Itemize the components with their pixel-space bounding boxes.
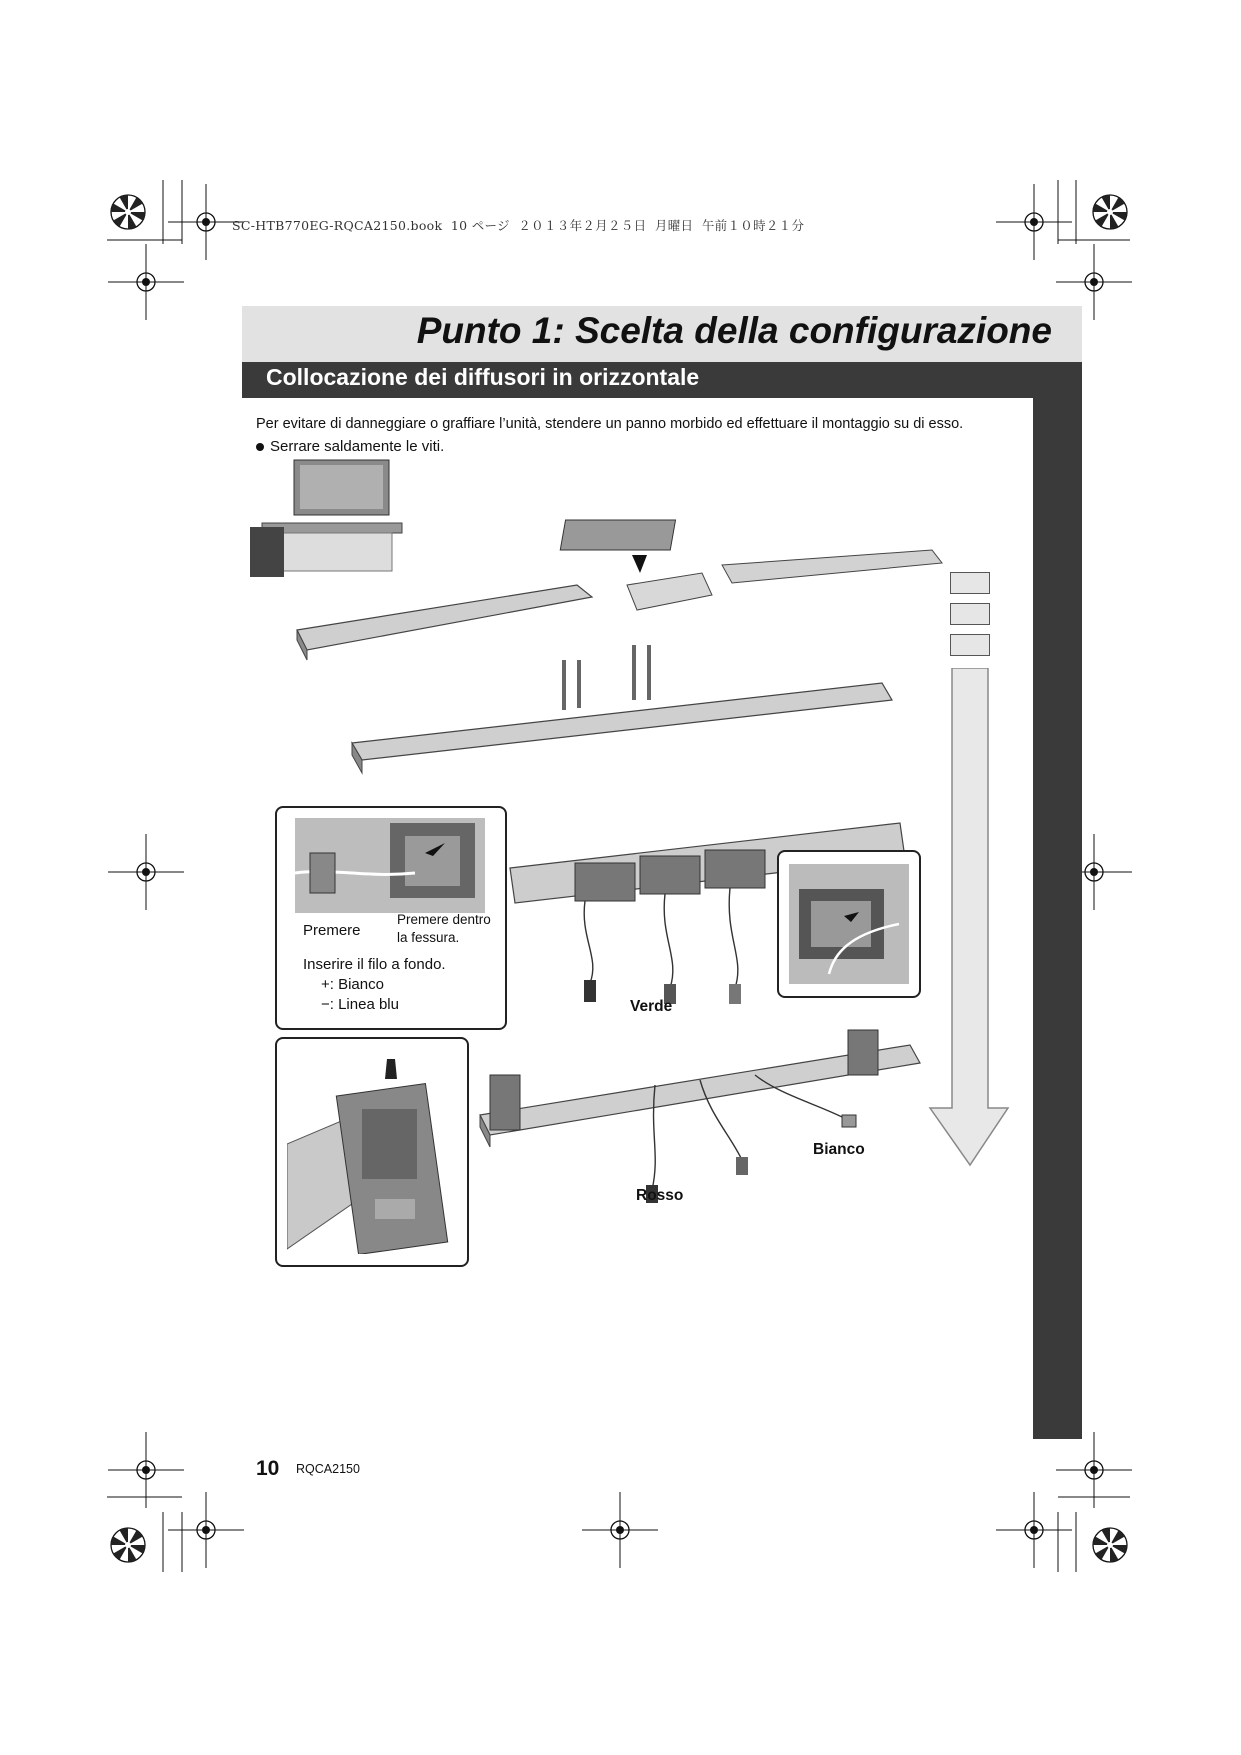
stand-assembly-illustration — [470, 1025, 930, 1205]
slot-detail-callout — [777, 850, 921, 998]
stand-detail-icon — [287, 1049, 457, 1254]
wiring-detail-callout — [275, 806, 507, 1030]
registration-starburst-icon — [111, 1528, 145, 1562]
section-header — [242, 362, 1082, 398]
page-title: Punto 1: Scelta della configurazione — [416, 310, 1052, 351]
plus-wire-label: +: Bianco — [321, 976, 384, 993]
green-cable-label: Verde — [630, 998, 673, 1015]
white-cable-label: Bianco — [813, 1141, 865, 1158]
side-tab-bar — [1033, 398, 1082, 1439]
tv-on-stand-icon — [250, 460, 402, 577]
stand-detail-callout — [275, 1037, 469, 1267]
red-cable-label: Rosso — [636, 1187, 684, 1204]
registration-starburst-icon — [1093, 195, 1127, 229]
step-box — [950, 634, 990, 656]
step-box — [950, 572, 990, 594]
slot-detail-icon — [789, 864, 909, 984]
press-into-label-2: la fessura. — [397, 930, 460, 945]
page-number: 10 — [256, 1457, 280, 1480]
intro-text: Per evitare di danneggiare o graffiare l’unità, stendere un panno morbido ed effettuare il montaggio su di esso. — [256, 416, 964, 432]
press-into-label: Premere dentro — [397, 912, 491, 927]
registration-starburst-icon — [1093, 1528, 1127, 1562]
document-code: RQCA2150 — [296, 1462, 360, 1476]
step-box — [950, 603, 990, 625]
crosshair-icon — [582, 1492, 658, 1568]
insert-wire-label: Inserire il filo a fondo. — [303, 956, 446, 973]
minus-wire-label: −: Linea blu — [321, 996, 399, 1013]
crosshair-icon — [996, 1492, 1072, 1568]
tip-item — [256, 438, 444, 455]
bullet-icon — [256, 443, 264, 451]
down-arrow-icon — [925, 668, 1010, 1168]
crosshair-icon — [168, 1492, 244, 1568]
print-metadata: SC-HTB770EG-RQCA2150.book 10 ページ ２０１３年２月２５日 月曜日 午前１０時２１分 — [232, 218, 805, 233]
assembly-illustration — [242, 455, 962, 785]
title-band — [242, 306, 1082, 362]
crosshair-icon — [108, 244, 184, 320]
crosshair-icon — [108, 834, 184, 910]
section-title: Collocazione dei diffusori in orizzontale — [266, 364, 700, 390]
crosshair-icon — [996, 184, 1072, 260]
tip-text: Serrare saldamente le viti. — [270, 438, 445, 455]
terminal-detail-icon — [295, 818, 485, 913]
press-label: Premere — [303, 922, 361, 939]
registration-starburst-icon — [111, 195, 145, 229]
